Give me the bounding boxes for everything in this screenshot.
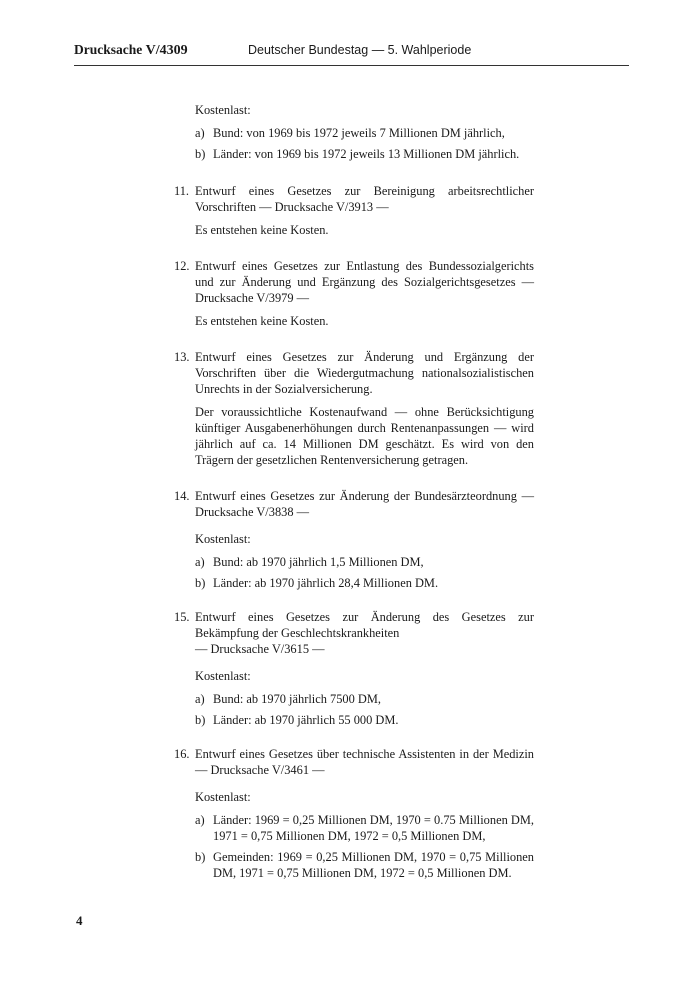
item-text: Entwurf eines Gesetzes zur Änderung der Bundesärzteordnung — Drucksache V/3838 — [195,489,534,519]
item-letter: a) [195,692,205,706]
item-letter: a) [195,126,205,140]
item-number: 16. [174,747,190,761]
intro-kostenlast-label: Kostenlast: [195,103,251,117]
item-number: 14. [174,489,190,503]
item-text: Bund: ab 1970 jährlich 7500 DM, [213,692,381,706]
item-letter: b) [195,147,206,161]
item-number: 11. [174,184,190,198]
item-letter: b) [195,850,206,864]
item-text: Entwurf eines Gesetzes zur Änderung des Gesetzes zur Bekämpfung der Geschlechtskrankheiten [195,610,534,640]
item-text: Länder: von 1969 bis 1972 jeweils 13 Millionen DM jährlich. [213,147,520,161]
item-text: Bund: ab 1970 jährlich 1,5 Millionen DM, [213,555,424,569]
item-letter: b) [195,576,206,590]
list-item-13 [174,349,534,397]
item-text: Entwurf eines Gesetzes zur Änderung und Ergänzung der Vorschriften über die Wiedergutmachung nationalsozialistischen Unrechts in der Sozialversicherung. [195,350,534,396]
page-number: 4 [76,913,83,928]
item-text: Bund: von 1969 bis 1972 jeweils 7 Millionen DM jährlich, [213,126,505,140]
item-12-note: Es entstehen keine Kosten. [195,314,329,328]
item-13-note: Der voraussichtliche Kostenaufwand — ohne Berücksichtigung künftiger Ausgabenerhöhungen durch Rentenanpassungen — wird jährlich auf ca. 14 Millionen DM geschätzt. Es wird von den Trägern der gesetzlichen Rentenversicherung getragen. [195,405,534,467]
item-text: Gemeinden: 1969 = 0,25 Millionen DM, 1970 = 0,75 Millionen DM, 1971 = 0,75 Millionen DM, 1972 = 0,5 Millionen DM. [213,850,534,880]
item-number: 13. [174,350,190,364]
item-number: 12. [174,259,190,273]
item-15-kostenlast-label: Kostenlast: [195,669,251,683]
item-15-b [195,712,534,728]
header-rule [74,65,629,66]
item-number: 15. [174,610,190,624]
item-text: Entwurf eines Gesetzes über technische Assistenten in der Medizin — Drucksache V/3461 — [195,747,534,777]
list-item-12 [174,258,534,306]
list-item-14 [174,488,534,520]
item-text: Länder: 1969 = 0,25 Millionen DM, 1970 = 0.75 Millionen DM, 1971 = 0,75 Millionen DM, 1972 = 0,5 Millionen DM, [213,813,534,843]
list-item-16 [174,746,534,778]
intro-item-a [195,125,534,141]
item-15-a [195,691,534,707]
item-text: Länder: ab 1970 jährlich 55 000 DM. [213,713,399,727]
item-14-a [195,554,534,570]
list-item-11 [174,183,534,215]
header-title: Deutscher Bundestag — 5. Wahlperiode [248,43,472,57]
page-header [74,42,629,62]
page-body [174,102,534,886]
item-letter: a) [195,813,205,827]
item-11-note: Es entstehen keine Kosten. [195,223,329,237]
intro-item-b [195,146,534,162]
item-text-reference: — Drucksache V/3615 — [195,642,325,656]
item-text: Entwurf eines Gesetzes zur Bereinigung arbeitsrechtlicher Vorschriften — Drucksache V/3913 — [195,184,534,214]
item-16-a [195,812,534,844]
item-14-kostenlast-label: Kostenlast: [195,532,251,546]
item-16-b [195,849,534,881]
item-16-kostenlast-label: Kostenlast: [195,790,251,804]
document-label: Drucksache [74,42,143,57]
item-letter: b) [195,713,206,727]
list-item-15 [174,609,534,657]
item-text: Länder: ab 1970 jährlich 28,4 Millionen DM. [213,576,439,590]
item-letter: a) [195,555,205,569]
item-14-b [195,575,534,591]
document-number [74,42,188,59]
item-text: Entwurf eines Gesetzes zur Entlastung des Bundessozialgerichts und zur Änderung und Ergänzung des Sozialgerichtsgesetzes — Drucksache V/3979 — [195,259,534,305]
document-number-value: V/4309 [145,43,188,58]
